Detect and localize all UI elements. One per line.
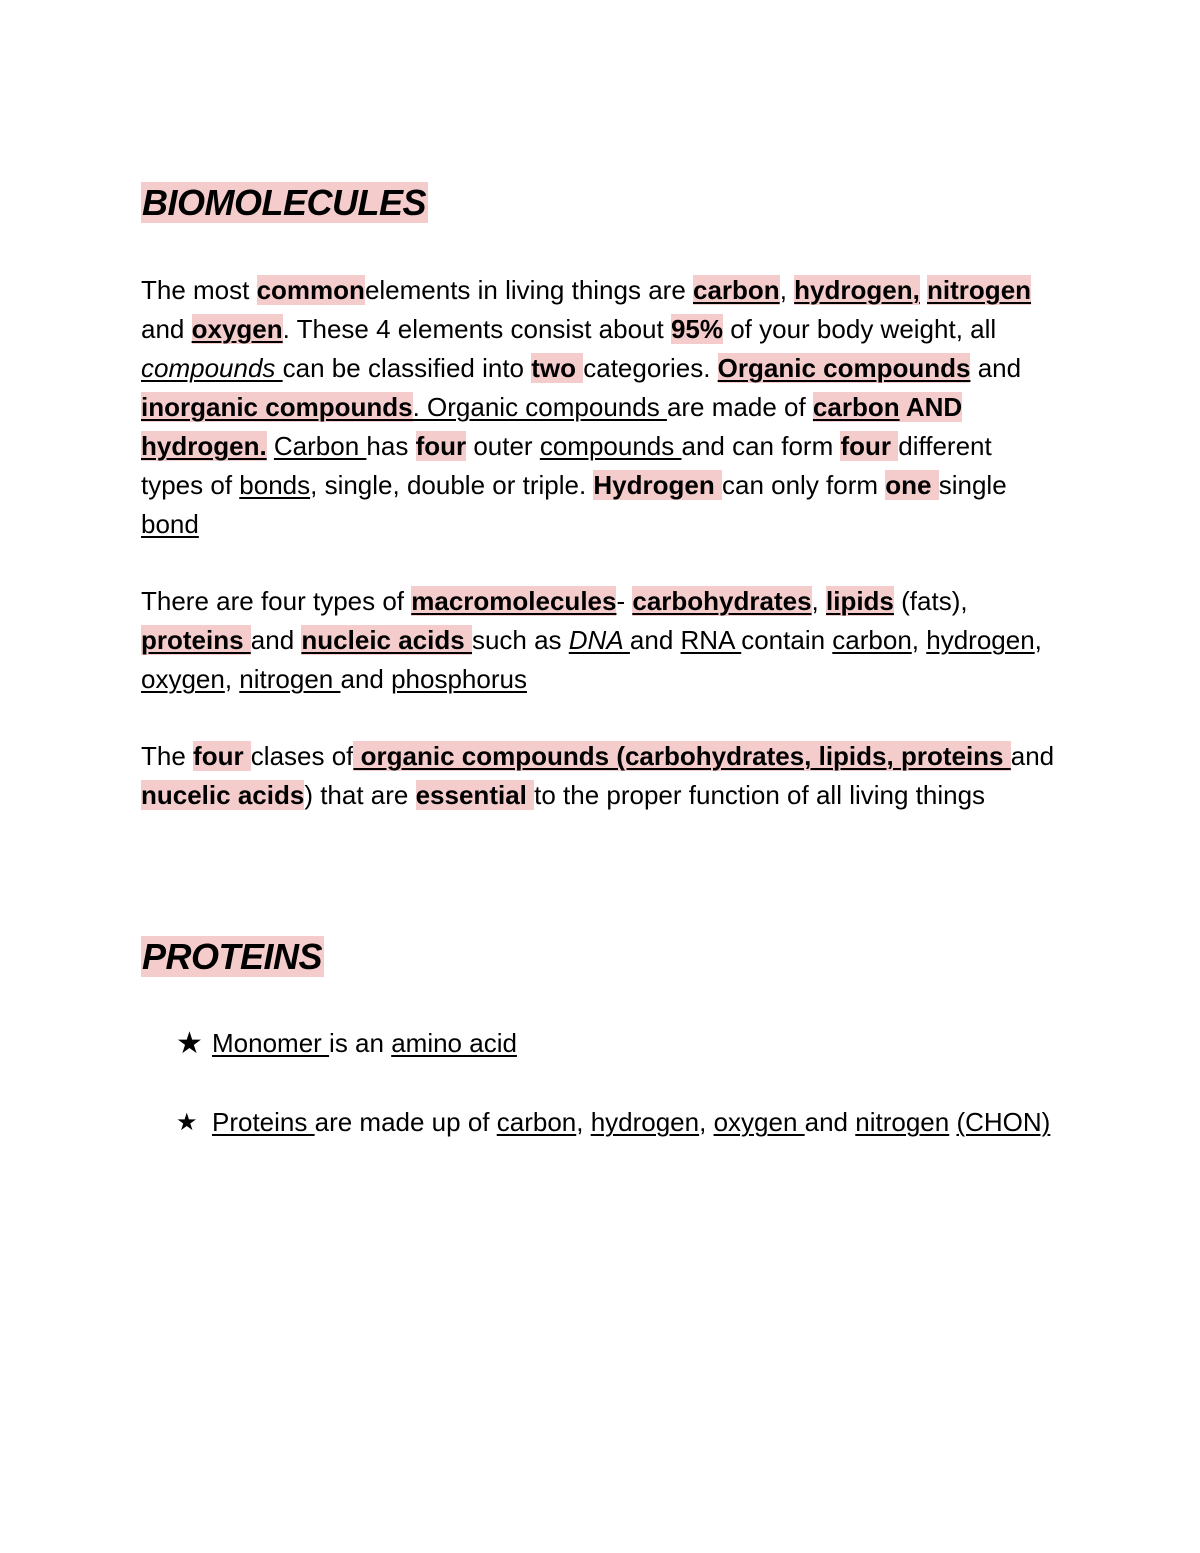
text-run: elements in living things are — [364, 275, 693, 305]
text-run — [920, 275, 927, 305]
text-run: nitrogen — [927, 275, 1032, 305]
text-run: ) that are — [304, 780, 416, 810]
text-run: is an — [329, 1028, 392, 1058]
text-run: , — [779, 275, 795, 305]
text-run: bond — [141, 509, 199, 539]
text-run: has — [366, 431, 416, 461]
bullet-item-monomer — [176, 1024, 1076, 1063]
text-run: outer — [466, 431, 540, 461]
bullet-text — [212, 1107, 1050, 1137]
text-run: , — [811, 586, 826, 616]
text-run: are made up of — [314, 1107, 497, 1137]
text-run: bonds — [239, 470, 311, 500]
text-run: phosphorus — [391, 664, 527, 694]
text-run: lipids — [826, 586, 894, 616]
text-run: and can form — [681, 431, 841, 461]
text-run: one — [885, 470, 939, 500]
text-run: , — [576, 1107, 591, 1137]
text-run: , — [224, 664, 240, 694]
text-run: , — [699, 1107, 714, 1137]
text-run: and — [629, 625, 681, 655]
text-run: RNA — [680, 625, 742, 655]
text-run: can be classified into — [282, 353, 532, 383]
text-run: nucelic acids — [141, 780, 305, 810]
text-run: 95% — [670, 314, 723, 344]
text-run: two — [531, 353, 584, 383]
text-run: can only form — [721, 470, 886, 500]
text-run: , single, double or triple. — [310, 470, 594, 500]
text-run: and — [340, 664, 392, 694]
text-run: oxygen — [191, 314, 283, 344]
text-run: carbon — [832, 625, 912, 655]
text-run: to the proper function of all living things — [534, 780, 986, 810]
bullet-text — [212, 1028, 517, 1058]
text-run: AND — [899, 392, 963, 422]
text-run: organic compounds (carbohydrates, lipids, proteins — [353, 741, 1011, 771]
heading-biomolecules: BIOMOLECULES — [142, 182, 427, 223]
text-run: Organic compounds — [427, 392, 667, 422]
proteins-bullet-list — [176, 1024, 1076, 1142]
text-run: four — [193, 741, 251, 771]
text-run: carbohydrates — [632, 586, 812, 616]
star-bullet-icon: ★ — [176, 1027, 203, 1060]
text-run: hydrogen, — [794, 275, 920, 305]
text-run: - — [616, 586, 633, 616]
text-run: . These 4 elements consist about — [282, 314, 671, 344]
text-run: inorganic compounds — [141, 392, 413, 422]
text-run: DNA — [568, 625, 630, 655]
text-run: There are four types of — [141, 586, 412, 616]
text-run: hydrogen. — [141, 431, 267, 461]
text-run: such as — [471, 625, 569, 655]
heading-proteins: PROTEINS — [142, 936, 323, 977]
text-run: Carbon — [273, 431, 367, 461]
text-run: (CHON) — [956, 1107, 1051, 1137]
text-run: oxygen — [141, 664, 225, 694]
text-run: contain — [741, 625, 833, 655]
text-run: oxygen — [713, 1107, 805, 1137]
text-run: are made of — [666, 392, 813, 422]
text-run: , — [1034, 625, 1042, 655]
text-run: nitrogen — [855, 1107, 950, 1137]
text-run — [267, 431, 274, 461]
text-run: macromolecules — [411, 586, 617, 616]
text-run: , — [911, 625, 927, 655]
text-run: clases of — [250, 741, 354, 771]
text-run: and — [250, 625, 302, 655]
text-run: (fats), — [893, 586, 968, 616]
bullet-item-proteins — [176, 1103, 1076, 1142]
text-run: and — [970, 353, 1022, 383]
text-run: categories. — [583, 353, 718, 383]
text-run: four — [415, 431, 467, 461]
text-run: Hydrogen — [593, 470, 722, 500]
text-run: amino acid — [391, 1028, 517, 1058]
text-run: compounds — [141, 353, 283, 383]
text-run: carbon — [812, 392, 900, 422]
text-run: essential — [415, 780, 535, 810]
text-run: hydrogen — [926, 625, 1035, 655]
text-run: four — [840, 431, 899, 461]
text-run: compounds — [539, 431, 682, 461]
text-run: nitrogen — [239, 664, 341, 694]
text-run: and — [1010, 741, 1055, 771]
star-bullet-icon: ★ — [176, 1109, 198, 1136]
paragraph-macromolecules — [141, 582, 1061, 699]
text-run: and — [141, 314, 192, 344]
text-run: Organic compounds — [717, 353, 971, 383]
paragraph-elements — [141, 271, 1061, 544]
text-run: Proteins — [212, 1107, 315, 1137]
text-run: single — [938, 470, 1007, 500]
text-run: carbon — [693, 275, 780, 305]
text-run: of your body weight, all — [723, 314, 997, 344]
text-run: carbon — [496, 1107, 577, 1137]
paragraph-organic-compounds — [141, 737, 1061, 815]
text-run: different types of — [141, 431, 992, 500]
text-run: . — [412, 392, 428, 422]
text-run: The most — [141, 275, 257, 305]
text-run: The — [141, 741, 194, 771]
text-run: Monomer — [212, 1028, 330, 1058]
text-run: and — [804, 1107, 856, 1137]
text-run: hydrogen — [590, 1107, 700, 1137]
text-run: proteins — [141, 625, 251, 655]
text-run: common — [256, 275, 365, 305]
text-run: nucleic acids — [301, 625, 472, 655]
